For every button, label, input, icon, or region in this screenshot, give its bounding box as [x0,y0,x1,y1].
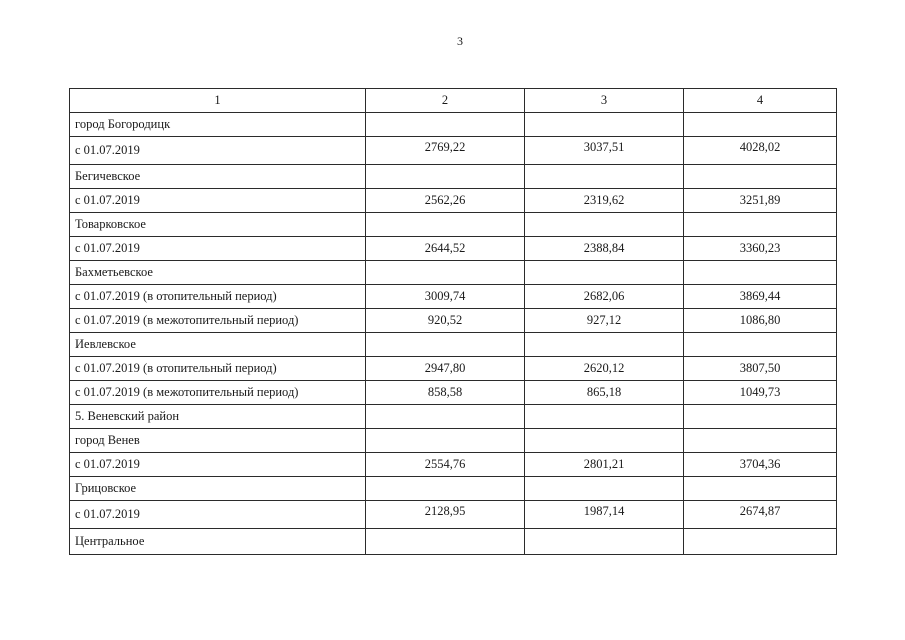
row-value-4: 3251,89 [684,189,837,213]
row-name: с 01.07.2019 (в отопительный период) [70,357,366,381]
row-name: с 01.07.2019 (в межотопительный период) [70,309,366,333]
row-value-3: 2388,84 [525,237,684,261]
row-value-2: 3009,74 [366,285,525,309]
table-row [70,213,837,237]
table-body [70,113,837,555]
row-value-2 [366,113,525,137]
row-value-3 [525,529,684,555]
row-value-4 [684,405,837,429]
row-value-2 [366,477,525,501]
row-name: с 01.07.2019 [70,237,366,261]
table-row [70,453,837,477]
table-row [70,477,837,501]
row-value-4 [684,113,837,137]
row-name: город Венев [70,429,366,453]
row-value-4 [684,529,837,555]
row-name: Бахметьевское [70,261,366,285]
row-value-2 [366,429,525,453]
row-value-4: 2674,87 [684,501,837,529]
row-value-4 [684,213,837,237]
row-value-3: 1987,14 [525,501,684,529]
row-value-3 [525,261,684,285]
row-value-3: 2801,21 [525,453,684,477]
row-value-3 [525,405,684,429]
row-name: город Богородицк [70,113,366,137]
table-row [70,381,837,405]
row-value-3 [525,165,684,189]
row-value-2: 2562,26 [366,189,525,213]
table-row [70,113,837,137]
row-value-3 [525,113,684,137]
row-value-2: 2128,95 [366,501,525,529]
header-col-3: 3 [525,89,684,113]
row-name: 5. Веневский район [70,405,366,429]
row-name: Центральное [70,529,366,555]
row-name: с 01.07.2019 [70,501,366,529]
table-row [70,309,837,333]
row-value-3: 2682,06 [525,285,684,309]
row-name: Товарковское [70,213,366,237]
table-row [70,137,837,165]
row-value-2: 2947,80 [366,357,525,381]
row-name: Грицовское [70,477,366,501]
table-row [70,405,837,429]
row-value-4: 3360,23 [684,237,837,261]
row-value-4 [684,333,837,357]
row-name: с 01.07.2019 [70,137,366,165]
table-row [70,189,837,213]
row-value-3: 3037,51 [525,137,684,165]
row-name: с 01.07.2019 (в межотопительный период) [70,381,366,405]
header-col-4: 4 [684,89,837,113]
table-row [70,429,837,453]
row-value-4: 3704,36 [684,453,837,477]
table-row [70,261,837,285]
header-row [70,89,837,113]
table-row [70,333,837,357]
row-value-3 [525,429,684,453]
page-number: 3 [457,34,463,48]
row-value-2 [366,261,525,285]
row-value-4: 1086,80 [684,309,837,333]
row-name: с 01.07.2019 [70,453,366,477]
row-value-4: 1049,73 [684,381,837,405]
row-value-2 [366,529,525,555]
table-row [70,237,837,261]
row-value-2 [366,213,525,237]
row-value-4 [684,165,837,189]
row-name: с 01.07.2019 (в отопительный период) [70,285,366,309]
table-row [70,357,837,381]
row-value-2: 920,52 [366,309,525,333]
row-value-3 [525,477,684,501]
row-value-4: 4028,02 [684,137,837,165]
row-value-2: 858,58 [366,381,525,405]
row-value-4 [684,477,837,501]
row-value-2 [366,405,525,429]
row-name: Иевлевское [70,333,366,357]
row-value-4 [684,429,837,453]
row-value-3 [525,333,684,357]
row-value-3: 927,12 [525,309,684,333]
table-row [70,165,837,189]
header-col-2: 2 [366,89,525,113]
tariff-table [69,88,837,555]
row-value-3: 2319,62 [525,189,684,213]
row-value-3: 2620,12 [525,357,684,381]
row-value-4: 3869,44 [684,285,837,309]
header-col-1: 1 [70,89,366,113]
row-value-3: 865,18 [525,381,684,405]
row-name: Бегичевское [70,165,366,189]
table-row [70,529,837,555]
row-value-4 [684,261,837,285]
row-value-3 [525,213,684,237]
row-value-4: 3807,50 [684,357,837,381]
table-header [70,89,837,113]
table-row [70,501,837,529]
row-name: с 01.07.2019 [70,189,366,213]
row-value-2: 2644,52 [366,237,525,261]
table-row [70,285,837,309]
row-value-2 [366,333,525,357]
row-value-2 [366,165,525,189]
row-value-2: 2769,22 [366,137,525,165]
row-value-2: 2554,76 [366,453,525,477]
